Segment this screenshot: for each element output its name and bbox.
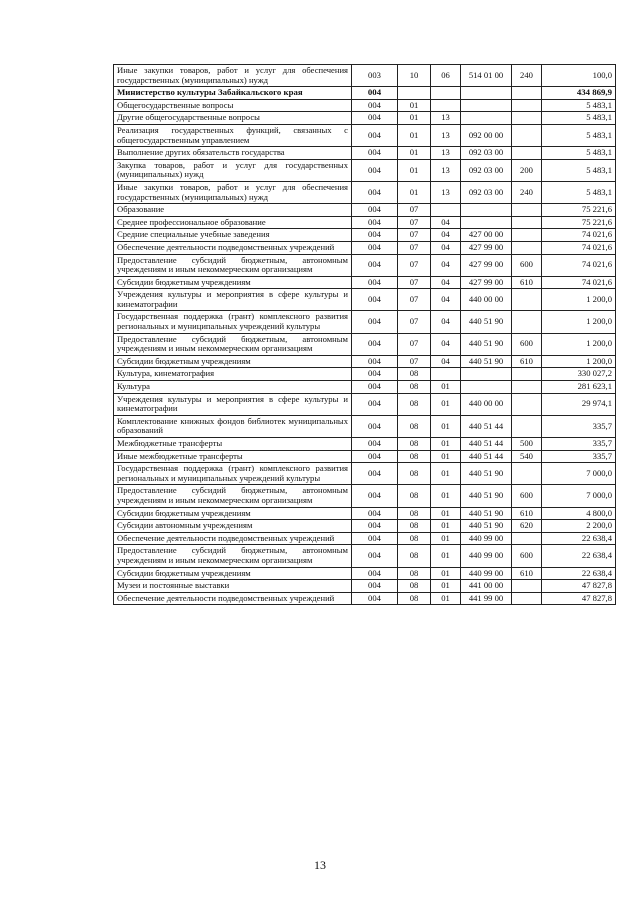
target-article-code: 427 99 00 (461, 276, 512, 289)
amount: 74 021,6 (542, 276, 616, 289)
expense-type-code (512, 381, 542, 394)
amount: 5 483,1 (542, 124, 616, 146)
amount: 22 638,4 (542, 532, 616, 545)
subsection-code: 13 (431, 181, 461, 203)
expense-type-code: 240 (512, 181, 542, 203)
target-article-code: 092 00 00 (461, 124, 512, 146)
section-code: 07 (398, 355, 431, 368)
target-article-code (461, 112, 512, 125)
section-code: 08 (398, 381, 431, 394)
section-code: 08 (398, 507, 431, 520)
expense-type-code (512, 311, 542, 333)
expense-type-code: 610 (512, 507, 542, 520)
subsection-code: 04 (431, 289, 461, 311)
target-article-code: 440 00 00 (461, 289, 512, 311)
section-code: 08 (398, 545, 431, 567)
target-article-code: 440 99 00 (461, 545, 512, 567)
amount: 5 483,1 (542, 159, 616, 181)
subsection-code: 13 (431, 147, 461, 160)
subsection-code: 04 (431, 254, 461, 276)
section-code: 08 (398, 368, 431, 381)
expense-type-code (512, 463, 542, 485)
item-name: Культура, кинематография (114, 368, 352, 381)
table-row (114, 276, 616, 289)
section-code: 07 (398, 241, 431, 254)
table-row (114, 520, 616, 533)
target-article-code: 440 51 90 (461, 520, 512, 533)
ministry-code: 004 (352, 87, 398, 100)
section-code: 01 (398, 159, 431, 181)
subsection-code: 13 (431, 124, 461, 146)
amount: 335,7 (542, 438, 616, 451)
item-name: Реализация государственных функций, связанных с общегосударственным управлением (114, 124, 352, 146)
target-article-code: 441 00 00 (461, 580, 512, 593)
table-row (114, 112, 616, 125)
ministry-code: 004 (352, 355, 398, 368)
item-name: Музеи и постоянные выставки (114, 580, 352, 593)
section-code: 07 (398, 254, 431, 276)
table-row (114, 147, 616, 160)
subsection-code: 04 (431, 333, 461, 355)
subsection-code: 01 (431, 415, 461, 437)
target-article-code: 440 51 90 (461, 485, 512, 507)
table-row (114, 507, 616, 520)
ministry-code: 003 (352, 65, 398, 87)
table-row (114, 485, 616, 507)
item-name: Межбюджетные трансферты (114, 438, 352, 451)
item-name: Обеспечение деятельности подведомственных учреждений (114, 241, 352, 254)
target-article-code: 440 51 90 (461, 507, 512, 520)
section-code: 08 (398, 450, 431, 463)
ministry-code: 004 (352, 438, 398, 451)
section-code: 08 (398, 485, 431, 507)
amount: 74 021,6 (542, 229, 616, 242)
target-article-code: 092 03 00 (461, 159, 512, 181)
table-row (114, 415, 616, 437)
amount: 7 000,0 (542, 485, 616, 507)
target-article-code: 092 03 00 (461, 181, 512, 203)
ministry-code: 004 (352, 532, 398, 545)
item-name: Обеспечение деятельности подведомственных учреждений (114, 592, 352, 605)
section-code: 07 (398, 204, 431, 217)
subsection-code: 01 (431, 463, 461, 485)
target-article-code: 427 99 00 (461, 241, 512, 254)
ministry-code: 004 (352, 147, 398, 160)
amount: 74 021,6 (542, 254, 616, 276)
target-article-code: 441 99 00 (461, 592, 512, 605)
table-row (114, 580, 616, 593)
amount: 5 483,1 (542, 112, 616, 125)
section-code: 07 (398, 216, 431, 229)
expense-type-code: 600 (512, 545, 542, 567)
table-row (114, 181, 616, 203)
section-code: 08 (398, 393, 431, 415)
item-name: Субсидии бюджетным учреждениям (114, 276, 352, 289)
expense-type-code (512, 241, 542, 254)
item-name: Другие общегосударственные вопросы (114, 112, 352, 125)
amount: 100,0 (542, 65, 616, 87)
ministry-code: 004 (352, 276, 398, 289)
target-article-code: 440 51 44 (461, 415, 512, 437)
ministry-code: 004 (352, 241, 398, 254)
amount: 75 221,6 (542, 216, 616, 229)
expense-type-code: 600 (512, 333, 542, 355)
section-code: 01 (398, 124, 431, 146)
table-row (114, 65, 616, 87)
item-name: Предоставление субсидий бюджетным, автономным учреждениям и иным некоммерческим организациям (114, 254, 352, 276)
target-article-code (461, 204, 512, 217)
section-code: 07 (398, 229, 431, 242)
ministry-code: 004 (352, 289, 398, 311)
expense-type-code (512, 368, 542, 381)
table-row (114, 355, 616, 368)
subsection-code: 04 (431, 355, 461, 368)
amount: 5 483,1 (542, 181, 616, 203)
subsection-code (431, 99, 461, 112)
amount: 335,7 (542, 415, 616, 437)
ministry-code: 004 (352, 216, 398, 229)
subsection-code: 01 (431, 507, 461, 520)
table-row (114, 463, 616, 485)
item-name: Образование (114, 204, 352, 217)
item-name: Закупка товаров, работ и услуг для государственных (муниципальных) нужд (114, 159, 352, 181)
expense-type-code (512, 229, 542, 242)
expense-type-code (512, 124, 542, 146)
amount: 7 000,0 (542, 463, 616, 485)
amount: 1 200,0 (542, 289, 616, 311)
section-code: 08 (398, 592, 431, 605)
section-code: 08 (398, 463, 431, 485)
section-code: 01 (398, 99, 431, 112)
table-row (114, 289, 616, 311)
section-code: 08 (398, 580, 431, 593)
target-article-code: 440 51 44 (461, 438, 512, 451)
expense-type-code (512, 216, 542, 229)
section-code: 07 (398, 333, 431, 355)
ministry-code: 004 (352, 415, 398, 437)
subsection-code: 06 (431, 65, 461, 87)
subsection-code (431, 204, 461, 217)
amount: 281 623,1 (542, 381, 616, 394)
expense-type-code: 240 (512, 65, 542, 87)
target-article-code (461, 87, 512, 100)
table-row (114, 99, 616, 112)
subsection-code: 13 (431, 159, 461, 181)
table-row (114, 254, 616, 276)
item-name: Государственная поддержка (грант) комплексного развития региональных и муниципальных учреждений культуры (114, 463, 352, 485)
amount: 22 638,4 (542, 545, 616, 567)
table-row (114, 592, 616, 605)
target-article-code: 440 51 90 (461, 311, 512, 333)
expense-type-code: 200 (512, 159, 542, 181)
expense-type-code (512, 592, 542, 605)
item-name: Субсидии бюджетным учреждениям (114, 567, 352, 580)
table-row (114, 368, 616, 381)
ministry-code: 004 (352, 368, 398, 381)
expense-type-code (512, 112, 542, 125)
item-name: Субсидии бюджетным учреждениям (114, 507, 352, 520)
table-row (114, 229, 616, 242)
item-name: Государственная поддержка (грант) комплексного развития региональных и муниципальных учреждений культуры (114, 311, 352, 333)
subsection-code: 01 (431, 567, 461, 580)
table-row (114, 381, 616, 394)
subsection-code: 04 (431, 241, 461, 254)
subsection-code: 01 (431, 438, 461, 451)
section-code: 07 (398, 311, 431, 333)
item-name: Предоставление субсидий бюджетным, автономным учреждениям и иным некоммерческим организациям (114, 485, 352, 507)
expense-type-code: 500 (512, 438, 542, 451)
expense-type-code: 540 (512, 450, 542, 463)
table-row (114, 87, 616, 100)
subsection-code (431, 368, 461, 381)
table-row (114, 393, 616, 415)
table-row (114, 438, 616, 451)
expense-type-code (512, 99, 542, 112)
ministry-code: 004 (352, 450, 398, 463)
section-code: 01 (398, 181, 431, 203)
table-row (114, 241, 616, 254)
amount: 1 200,0 (542, 333, 616, 355)
subsection-code: 04 (431, 229, 461, 242)
section-code: 07 (398, 289, 431, 311)
item-name: Обеспечение деятельности подведомственных учреждений (114, 532, 352, 545)
target-article-code: 440 51 44 (461, 450, 512, 463)
table-body (114, 65, 616, 605)
subsection-code: 01 (431, 580, 461, 593)
table-row (114, 532, 616, 545)
section-code: 07 (398, 276, 431, 289)
ministry-code: 004 (352, 567, 398, 580)
expense-type-code (512, 393, 542, 415)
table-row (114, 450, 616, 463)
expense-type-code: 600 (512, 485, 542, 507)
item-name: Комплектование книжных фондов библиотек муниципальных образований (114, 415, 352, 437)
ministry-code: 004 (352, 520, 398, 533)
target-article-code: 092 03 00 (461, 147, 512, 160)
expense-type-code (512, 580, 542, 593)
budget-table (113, 64, 616, 605)
subsection-code: 04 (431, 276, 461, 289)
item-name: Среднее профессиональное образование (114, 216, 352, 229)
subsection-code: 04 (431, 216, 461, 229)
section-code: 08 (398, 415, 431, 437)
subsection-code: 01 (431, 520, 461, 533)
expense-type-code: 610 (512, 276, 542, 289)
amount: 74 021,6 (542, 241, 616, 254)
amount: 2 200,0 (542, 520, 616, 533)
ministry-code: 004 (352, 112, 398, 125)
section-code: 08 (398, 532, 431, 545)
expense-type-code (512, 415, 542, 437)
expense-type-code: 600 (512, 254, 542, 276)
ministry-code: 004 (352, 592, 398, 605)
expense-type-code (512, 147, 542, 160)
ministry-code: 004 (352, 99, 398, 112)
section-code (398, 87, 431, 100)
amount: 29 974,1 (542, 393, 616, 415)
ministry-code: 004 (352, 545, 398, 567)
amount: 330 027,2 (542, 368, 616, 381)
section-code: 10 (398, 65, 431, 87)
ministry-code: 004 (352, 204, 398, 217)
amount: 335,7 (542, 450, 616, 463)
ministry-code: 004 (352, 333, 398, 355)
amount: 4 800,0 (542, 507, 616, 520)
item-name: Иные закупки товаров, работ и услуг для обеспечения государственных (муниципальных) нужд (114, 181, 352, 203)
item-name: Иные закупки товаров, работ и услуг для обеспечения государственных (муниципальных) нужд (114, 65, 352, 87)
expense-type-code: 610 (512, 567, 542, 580)
item-name: Субсидии бюджетным учреждениям (114, 355, 352, 368)
expense-type-code: 620 (512, 520, 542, 533)
section-code: 08 (398, 567, 431, 580)
subsection-code: 01 (431, 393, 461, 415)
table-row (114, 567, 616, 580)
subsection-code: 01 (431, 485, 461, 507)
item-name: Общегосударственные вопросы (114, 99, 352, 112)
amount: 1 200,0 (542, 355, 616, 368)
ministry-code: 004 (352, 254, 398, 276)
section-code: 01 (398, 112, 431, 125)
item-name: Учреждения культуры и мероприятия в сфере культуры и кинематографии (114, 393, 352, 415)
table-row (114, 311, 616, 333)
subsection-code: 13 (431, 112, 461, 125)
ministry-code: 004 (352, 311, 398, 333)
expense-type-code (512, 87, 542, 100)
amount: 47 827,8 (542, 592, 616, 605)
page-number: 13 (314, 858, 326, 872)
expense-type-code (512, 289, 542, 311)
item-name: Выполнение других обязательств государства (114, 147, 352, 160)
amount: 47 827,8 (542, 580, 616, 593)
ministry-code: 004 (352, 485, 398, 507)
ministry-code: 004 (352, 463, 398, 485)
section-code: 01 (398, 147, 431, 160)
item-name: Предоставление субсидий бюджетным, автономным учреждениям и иным некоммерческим организациям (114, 333, 352, 355)
expense-type-code (512, 532, 542, 545)
target-article-code: 427 99 00 (461, 254, 512, 276)
ministry-code: 004 (352, 181, 398, 203)
subsection-code: 01 (431, 450, 461, 463)
section-code: 08 (398, 520, 431, 533)
target-article-code: 514 01 00 (461, 65, 512, 87)
item-name: Министерство культуры Забайкальского края (114, 87, 352, 100)
target-article-code: 440 00 00 (461, 393, 512, 415)
amount: 5 483,1 (542, 99, 616, 112)
target-article-code: 440 51 90 (461, 333, 512, 355)
subsection-code: 04 (431, 311, 461, 333)
target-article-code: 440 99 00 (461, 532, 512, 545)
target-article-code (461, 216, 512, 229)
table-row (114, 124, 616, 146)
ministry-code: 004 (352, 229, 398, 242)
item-name: Средние специальные учебные заведения (114, 229, 352, 242)
amount: 1 200,0 (542, 311, 616, 333)
subsection-code: 01 (431, 532, 461, 545)
target-article-code (461, 99, 512, 112)
amount: 5 483,1 (542, 147, 616, 160)
subsection-code: 01 (431, 381, 461, 394)
section-code: 08 (398, 438, 431, 451)
subsection-code: 01 (431, 545, 461, 567)
item-name: Субсидии автономным учреждениям (114, 520, 352, 533)
target-article-code: 440 99 00 (461, 567, 512, 580)
target-article-code: 440 51 90 (461, 355, 512, 368)
table-row (114, 159, 616, 181)
subsection-code (431, 87, 461, 100)
table-row (114, 216, 616, 229)
ministry-code: 004 (352, 580, 398, 593)
ministry-code: 004 (352, 159, 398, 181)
ministry-code: 004 (352, 381, 398, 394)
item-name: Предоставление субсидий бюджетным, автономным учреждениям и иным некоммерческим организациям (114, 545, 352, 567)
expense-type-code (512, 204, 542, 217)
table-row (114, 545, 616, 567)
target-article-code: 440 51 90 (461, 463, 512, 485)
amount: 22 638,4 (542, 567, 616, 580)
table-row (114, 333, 616, 355)
amount: 434 869,9 (542, 87, 616, 100)
target-article-code (461, 381, 512, 394)
item-name: Учреждения культуры и мероприятия в сфере культуры и кинематографии (114, 289, 352, 311)
target-article-code: 427 00 00 (461, 229, 512, 242)
target-article-code (461, 368, 512, 381)
item-name: Культура (114, 381, 352, 394)
item-name: Иные межбюджетные трансферты (114, 450, 352, 463)
ministry-code: 004 (352, 507, 398, 520)
amount: 75 221,6 (542, 204, 616, 217)
subsection-code: 01 (431, 592, 461, 605)
expense-type-code: 610 (512, 355, 542, 368)
ministry-code: 004 (352, 124, 398, 146)
ministry-code: 004 (352, 393, 398, 415)
table-row (114, 204, 616, 217)
